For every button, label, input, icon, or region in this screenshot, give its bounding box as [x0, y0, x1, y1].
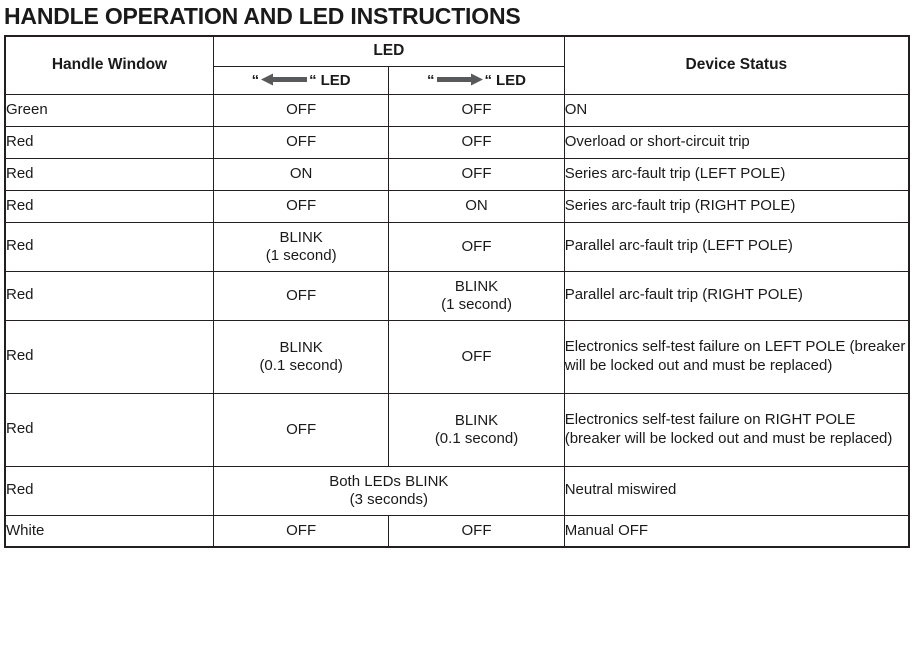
- cell-left-led: OFF: [213, 94, 388, 126]
- cell-right-led: OFF: [389, 126, 564, 158]
- cell-right-led: OFF: [389, 222, 564, 271]
- cell-device-status: Parallel arc-fault trip (RIGHT POLE): [564, 271, 909, 320]
- cell-right-led: OFF: [389, 515, 564, 547]
- cell-device-status: Manual OFF: [564, 515, 909, 547]
- cell-device-status: Overload or short-circuit trip: [564, 126, 909, 158]
- cell-left-led-value: BLINK: [279, 338, 323, 356]
- left-arrow-icon: [261, 73, 307, 86]
- cell-left-led: OFF: [213, 190, 388, 222]
- cell-handle-window: Red: [5, 466, 213, 515]
- table-row: [5, 320, 909, 393]
- cell-handle-window: Green: [5, 94, 213, 126]
- cell-device-status: Electronics self-test failure on RIGHT POLE (breaker will be locked out and must be replaced): [564, 393, 909, 466]
- table-header-row-1: [5, 36, 909, 66]
- header-right-led: [389, 66, 564, 94]
- cell-right-led: ON: [389, 190, 564, 222]
- header-device-status: Device Status: [564, 36, 909, 94]
- cell-handle-window: Red: [5, 158, 213, 190]
- cell-handle-window: Red: [5, 320, 213, 393]
- header-led-group: LED: [213, 36, 564, 66]
- cell-left-led: [213, 320, 388, 393]
- cell-handle-window: White: [5, 515, 213, 547]
- cell-left-led: OFF: [213, 271, 388, 320]
- table-row: [5, 515, 909, 547]
- table-row: [5, 190, 909, 222]
- right-led-label: LED: [496, 71, 527, 89]
- cell-right-led: OFF: [389, 158, 564, 190]
- right-arrow-icon: [437, 73, 483, 86]
- cell-left-led: OFF: [213, 393, 388, 466]
- cell-left-led-detail: (1 second): [265, 246, 337, 264]
- cell-both-leds: [213, 466, 564, 515]
- cell-device-status: Neutral miswired: [564, 466, 909, 515]
- cell-device-status: Parallel arc-fault trip (LEFT POLE): [564, 222, 909, 271]
- cell-handle-window: Red: [5, 190, 213, 222]
- header-handle-window: Handle Window: [5, 36, 213, 94]
- cell-left-led: OFF: [213, 126, 388, 158]
- left-led-quote-open: “: [251, 71, 260, 89]
- cell-device-status: Electronics self-test failure on LEFT POLE (breaker will be locked out and must be replaced): [564, 320, 909, 393]
- cell-left-led: ON: [213, 158, 388, 190]
- cell-both-leds-detail: (3 seconds): [349, 490, 429, 508]
- table-row: [5, 222, 909, 271]
- table-row: [5, 466, 909, 515]
- header-left-led: [213, 66, 388, 94]
- cell-right-led-value: BLINK: [454, 411, 499, 429]
- cell-right-led-detail: (1 second): [441, 295, 512, 313]
- right-led-quote-open: “: [427, 71, 435, 89]
- cell-right-led: [389, 393, 564, 466]
- table-row: [5, 158, 909, 190]
- cell-both-leds-value: Both LEDs BLINK: [329, 472, 449, 490]
- handle-operation-led-table: [4, 35, 910, 548]
- cell-left-led: [213, 222, 388, 271]
- cell-left-led-value: BLINK: [279, 228, 323, 246]
- cell-right-led-detail: (0.1 second): [434, 429, 519, 447]
- table-row: [5, 126, 909, 158]
- cell-device-status: ON: [564, 94, 909, 126]
- table-row: [5, 94, 909, 126]
- table-row: [5, 393, 909, 466]
- cell-handle-window: Red: [5, 271, 213, 320]
- cell-device-status: Series arc-fault trip (RIGHT POLE): [564, 190, 909, 222]
- cell-right-led: OFF: [389, 320, 564, 393]
- right-led-quote-close: “: [484, 71, 493, 89]
- cell-device-status: Series arc-fault trip (LEFT POLE): [564, 158, 909, 190]
- table-row: [5, 271, 909, 320]
- cell-handle-window: Red: [5, 126, 213, 158]
- left-led-quote-close: “: [309, 71, 317, 89]
- cell-left-led-detail: (0.1 second): [259, 356, 343, 374]
- cell-right-led: OFF: [389, 94, 564, 126]
- cell-handle-window: Red: [5, 393, 213, 466]
- page-title: HANDLE OPERATION AND LED INSTRUCTIONS: [4, 3, 521, 29]
- cell-right-led-value: BLINK: [454, 277, 499, 295]
- cell-left-led: OFF: [213, 515, 388, 547]
- cell-right-led: [389, 271, 564, 320]
- left-led-label: LED: [320, 71, 351, 89]
- cell-handle-window: Red: [5, 222, 213, 271]
